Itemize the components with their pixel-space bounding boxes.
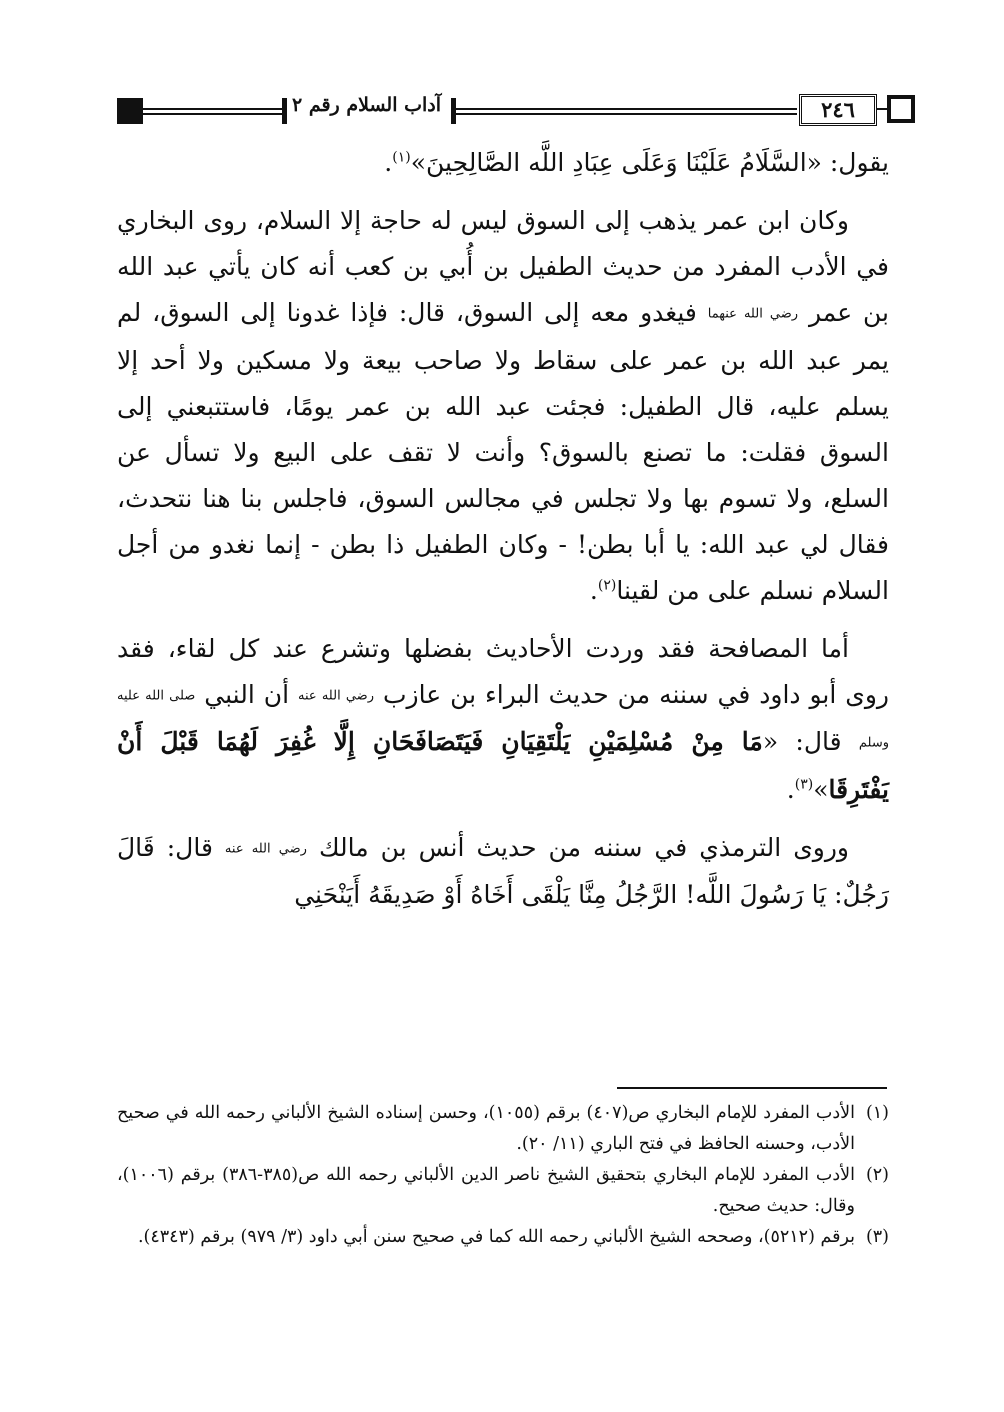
paragraph-text: وروى الترمذي في سننه من حديث أنس بن مالك: [318, 832, 849, 862]
footnote-number: (٣): [865, 1227, 889, 1247]
footnote-text: الأدب المفرد للإمام البخاري ص(٤٠٧) برقم (١٠٥٥)، وحسن إسناده الشيخ الألباني رحمه الله في صحيح الأدب، وحسنه الحافظ في فتح الباري (١١/ ٢٠).: [117, 1103, 855, 1154]
header-rule: [456, 113, 797, 115]
footnote-ref[interactable]: (١): [392, 149, 411, 166]
header-bar: [282, 98, 287, 124]
paragraph: [117, 140, 889, 186]
footnote-text: برقم (٥٢١٢)، وصححه الشيخ الألباني رحمه الله كما في صحيح سنن أبي داود (٣/ ٩٧٩) برقم (٤٣٤٣).: [137, 1227, 855, 1247]
honorific-glyph: رضي الله عنه: [224, 841, 307, 856]
footnote-ref[interactable]: (٢): [597, 577, 617, 594]
header-ornament-square: [117, 98, 143, 124]
paragraph: [117, 626, 889, 813]
header-ornament-square-outline: [887, 95, 915, 123]
footnote: [117, 1160, 889, 1222]
paragraph-text: أن النبي: [204, 679, 290, 709]
paragraph-text: وكان ابن عمر يذهب إلى السوق ليس له حاجة إلا السلام، روى البخاري في الأدب المفرد من حديث الطفيل بن أُبي بن كعب أنه كان يأتي عبد الله بن عمر: [117, 206, 889, 327]
footnote-number: (١): [865, 1103, 889, 1123]
paragraph-text: قال: «: [762, 727, 842, 756]
punctuation: .: [384, 148, 393, 177]
hadith-quote: مَا مِنْ مُسْلِمَيْنِ يَلْتَقِيَانِ فَيَتَصَافَحَانِ إِلَّا غُفِرَ لَهُمَا قَبْلَ أَنْ يَفْتَرِقَا: [117, 727, 889, 804]
paragraph-text: أما المصافحة فقد وردت الأحاديث بفضلها وتشرع عند كل لقاء، فقد روى أبو داود في سننه من حديث البراء بن عازب: [117, 633, 890, 709]
footnote-text: الأدب المفرد للإمام البخاري بتحقيق الشيخ ناصر الدين الألباني رحمه الله ص(٣٨٥-٣٨٦) برقم (١٠٠٦)، وقال: حديث صحيح.: [117, 1165, 855, 1216]
page-number: ٢٤٦: [799, 94, 877, 126]
header-title: آداب السلام رقم ٢: [292, 94, 441, 116]
footnote: [117, 1222, 889, 1253]
paragraph-text: قال: قَالَ رَجُلٌ: يَا رَسُولَ اللَّه! الرَّجُلُ مِنَّا يَلْقَى أَخَاهُ أَوْ صَدِيقَهُ أَيَنْحَنِي: [117, 832, 889, 909]
header-bar: [451, 98, 456, 124]
header-rule: [456, 108, 797, 110]
footnote-number: (٢): [865, 1165, 889, 1185]
main-text: [117, 140, 889, 930]
footnote: [117, 1098, 889, 1160]
paragraph: [117, 825, 889, 919]
punctuation: .: [786, 774, 795, 804]
footnote-ref[interactable]: (٣): [794, 776, 814, 793]
punctuation: .: [589, 575, 598, 605]
footnote-separator: [617, 1087, 887, 1089]
honorific-glyph: صلى الله عليه وسلم: [117, 688, 889, 751]
paragraph-text: يقول: «السَّلَامُ عَلَيْنَا وَعَلَى عِبَادِ اللَّه الصَّالِحِينَ»: [410, 148, 889, 177]
honorific-glyph: رضي الله عنهما: [707, 306, 799, 322]
honorific-glyph: رضي الله عنه: [298, 688, 374, 703]
paragraph-text: »: [813, 774, 829, 804]
page-header: [117, 90, 889, 130]
paragraph-text: فيغدو معه إلى السوق، قال: فإذا غدونا إلى السوق، لم يمر عبد الله بن عمر على سقاط ولا صاحب بيعة ولا مسكين ولا أحد إلا يسلم عليه، قال الطفيل: فجئت عبد الله بن عمر يومًا، فاستتبعني إلى السوق فقلت: ما تصنع بالسوق؟ وأنت لا تقف على البيع ولا تسأل عن السلع، ولا تسوم بها ولا تجلس في مجالس السوق، فاجلس بنا هنا نتحدث، فقال لي عبد الله: يا أبا بطن! - وكان الطفيل ذا بطن - إنما نغدو من أجل السلام نسلم على من لقينا: [117, 298, 889, 605]
header-rule: [137, 113, 285, 115]
footnotes: [117, 1098, 889, 1253]
header-rule: [137, 108, 285, 110]
paragraph: [117, 198, 889, 614]
